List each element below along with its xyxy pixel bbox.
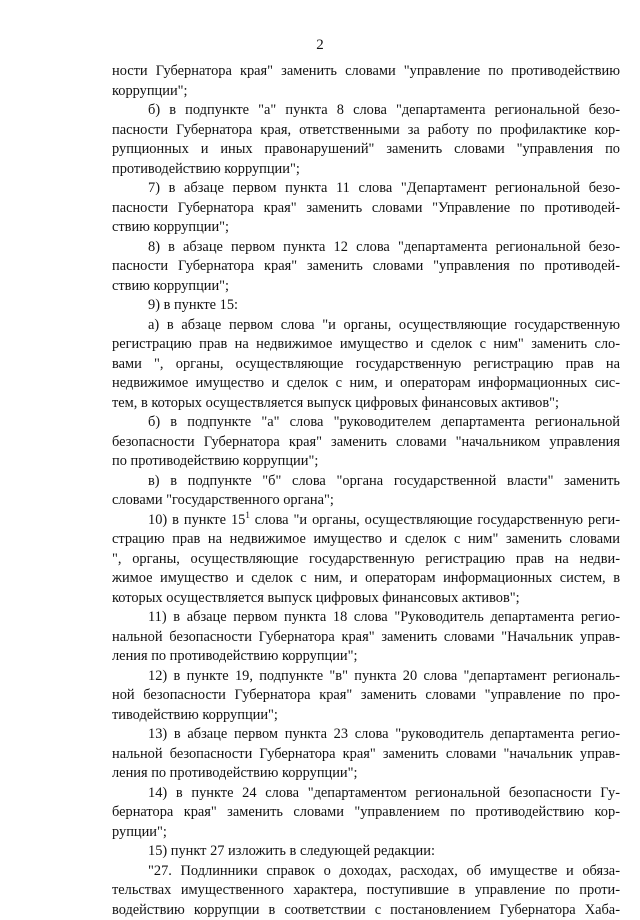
text-line-content: тиводействию коррупции"; xyxy=(112,707,278,723)
text-line-content: ления по противодействию коррупции"; xyxy=(112,765,358,781)
text-line-content: ", органы, осуществляющие государственную регистрацию прав на недви- xyxy=(112,551,620,567)
text-line xyxy=(112,62,620,82)
text-line xyxy=(112,101,620,121)
text-line-content: ления по противодействию коррупции"; xyxy=(112,648,358,664)
text-line xyxy=(112,140,620,160)
text-line-content: рупции"; xyxy=(112,824,167,840)
text-line xyxy=(112,589,620,609)
text-line xyxy=(112,608,620,628)
text-line-content: по противодействию коррупции"; xyxy=(112,453,318,469)
text-line xyxy=(112,296,620,316)
superscript: 1 xyxy=(245,511,250,520)
text-line-content: противодействию коррупции"; xyxy=(112,161,300,177)
text-line-content: недвижимое имущество и сделок с ним, и операторам информационных сис- xyxy=(112,375,620,391)
text-line xyxy=(112,218,620,238)
text-line-content: страцию прав на недвижимое имущество и сделок с ним" заменить словами xyxy=(112,531,620,547)
text-line xyxy=(112,647,620,667)
text-line xyxy=(112,82,620,102)
text-line-content: а) в абзаце первом слова "и органы, осуществляющие государственную xyxy=(148,317,620,333)
page-number: 2 xyxy=(0,37,640,54)
text-line xyxy=(112,823,620,843)
text-line-content: нальной безопасности Губернатора края" заменить словами "начальник управ- xyxy=(112,746,620,762)
text-line xyxy=(112,667,620,687)
text-line-content: 15) пункт 27 изложить в следующей редакции: xyxy=(148,843,435,859)
text-line xyxy=(112,745,620,765)
text-line-content: ствию коррупции"; xyxy=(112,278,229,294)
text-line-content: водействию коррупции в соответствии с постановлением Губернатора Хаба- xyxy=(112,902,620,918)
text-line-content: б) в подпункте "а" пункта 8 слова "департамента региональной безо- xyxy=(148,102,620,118)
text-line-content: бернатора края" заменить словами "управлением по противодействию кор- xyxy=(112,804,620,820)
text-line xyxy=(112,277,620,297)
text-line xyxy=(112,784,620,804)
text-line-content: жимое имущество и сделок с ним, и операторам информационных систем, в xyxy=(112,570,620,586)
text-line xyxy=(112,257,620,277)
text-line xyxy=(112,394,620,414)
text-line-content: словами "государственного органа"; xyxy=(112,492,334,508)
text-line xyxy=(112,803,620,823)
text-line xyxy=(112,238,620,258)
text-line-content: 8) в абзаце первом пункта 12 слова "департамента региональной безо- xyxy=(148,239,620,255)
text-line xyxy=(112,725,620,745)
text-line xyxy=(112,374,620,394)
text-line xyxy=(112,472,620,492)
text-line-continuation: слова "и органы, осуществляющие государственную реги- xyxy=(250,512,620,528)
text-line-content: 14) в пункте 24 слова "департаментом региональной безопасности Гу- xyxy=(148,785,620,801)
text-line-content: коррупции"; xyxy=(112,83,188,99)
text-line-content: "27. Подлинники справок о доходах, расходах, об имуществе и обяза- xyxy=(148,863,620,879)
text-line-content: 11) в абзаце первом пункта 18 слова "Руководитель департамента регио- xyxy=(148,609,620,625)
text-line-content: ствию коррупции"; xyxy=(112,219,229,235)
text-line xyxy=(112,530,620,550)
text-line xyxy=(112,686,620,706)
text-line xyxy=(112,316,620,336)
text-line-content: рупционных и иных правонарушений" заменить словами "управления по xyxy=(112,141,620,157)
text-line-content: 10) в пункте 15 xyxy=(148,512,245,528)
text-line-content: в) в подпункте "б" слова "органа государственной власти" заменить xyxy=(148,473,620,489)
text-line-content: 12) в пункте 19, подпункте "в" пункта 20 слова "департамент региональ- xyxy=(148,668,620,684)
text-line xyxy=(112,433,620,453)
text-line-content: нальной безопасности Губернатора края" заменить словами "Начальник управ- xyxy=(112,629,620,645)
text-line xyxy=(112,511,620,531)
text-line xyxy=(112,199,620,219)
text-line xyxy=(112,706,620,726)
text-line-content: пасности Губернатора края" заменить словами "Управление по противодей- xyxy=(112,200,620,216)
text-line xyxy=(112,550,620,570)
document-body xyxy=(112,62,620,920)
text-line xyxy=(112,881,620,901)
text-line xyxy=(112,413,620,433)
text-line xyxy=(112,862,620,882)
text-line-content: тельствах имущественного характера, поступившие в управление по проти- xyxy=(112,882,620,898)
text-line xyxy=(112,160,620,180)
text-line xyxy=(112,569,620,589)
text-line-content: б) в подпункте "а" слова "руководителем департамента региональной xyxy=(148,414,620,430)
text-line-content: пасности Губернатора края" заменить словами "управления по противодей- xyxy=(112,258,620,274)
text-line-content: 9) в пункте 15: xyxy=(148,297,238,313)
text-line-content: которых осуществляется выпуск цифровых финансовых активов"; xyxy=(112,590,520,606)
text-line xyxy=(112,764,620,784)
text-line xyxy=(112,121,620,141)
text-line xyxy=(112,901,620,920)
text-line-content: ности Губернатора края" заменить словами "управление по противодействию xyxy=(112,63,620,79)
text-line-content: безопасности Губернатора края" заменить словами "начальником управления xyxy=(112,434,620,450)
text-line xyxy=(112,842,620,862)
text-line-content: тем, в которых осуществляется выпуск цифровых финансовых активов"; xyxy=(112,395,559,411)
text-line xyxy=(112,628,620,648)
text-line-content: 7) в абзаце первом пункта 11 слова "Департамент региональной безо- xyxy=(148,180,620,196)
text-line-content: вами ", органы, осуществляющие государственную регистрацию прав на xyxy=(112,356,620,372)
text-line xyxy=(112,335,620,355)
text-line xyxy=(112,452,620,472)
text-line-content: 13) в абзаце первом пункта 23 слова "руководитель департамента регио- xyxy=(148,726,620,742)
text-line xyxy=(112,179,620,199)
text-line-content: пасности Губернатора края, ответственными за работу по профилактике кор- xyxy=(112,122,620,138)
text-line xyxy=(112,355,620,375)
text-line-content: ной безопасности Губернатора края" заменить словами "управление по про- xyxy=(112,687,620,703)
text-line xyxy=(112,491,620,511)
text-line-content: регистрацию прав на недвижимое имущество и сделок с ним" заменить сло- xyxy=(112,336,620,352)
